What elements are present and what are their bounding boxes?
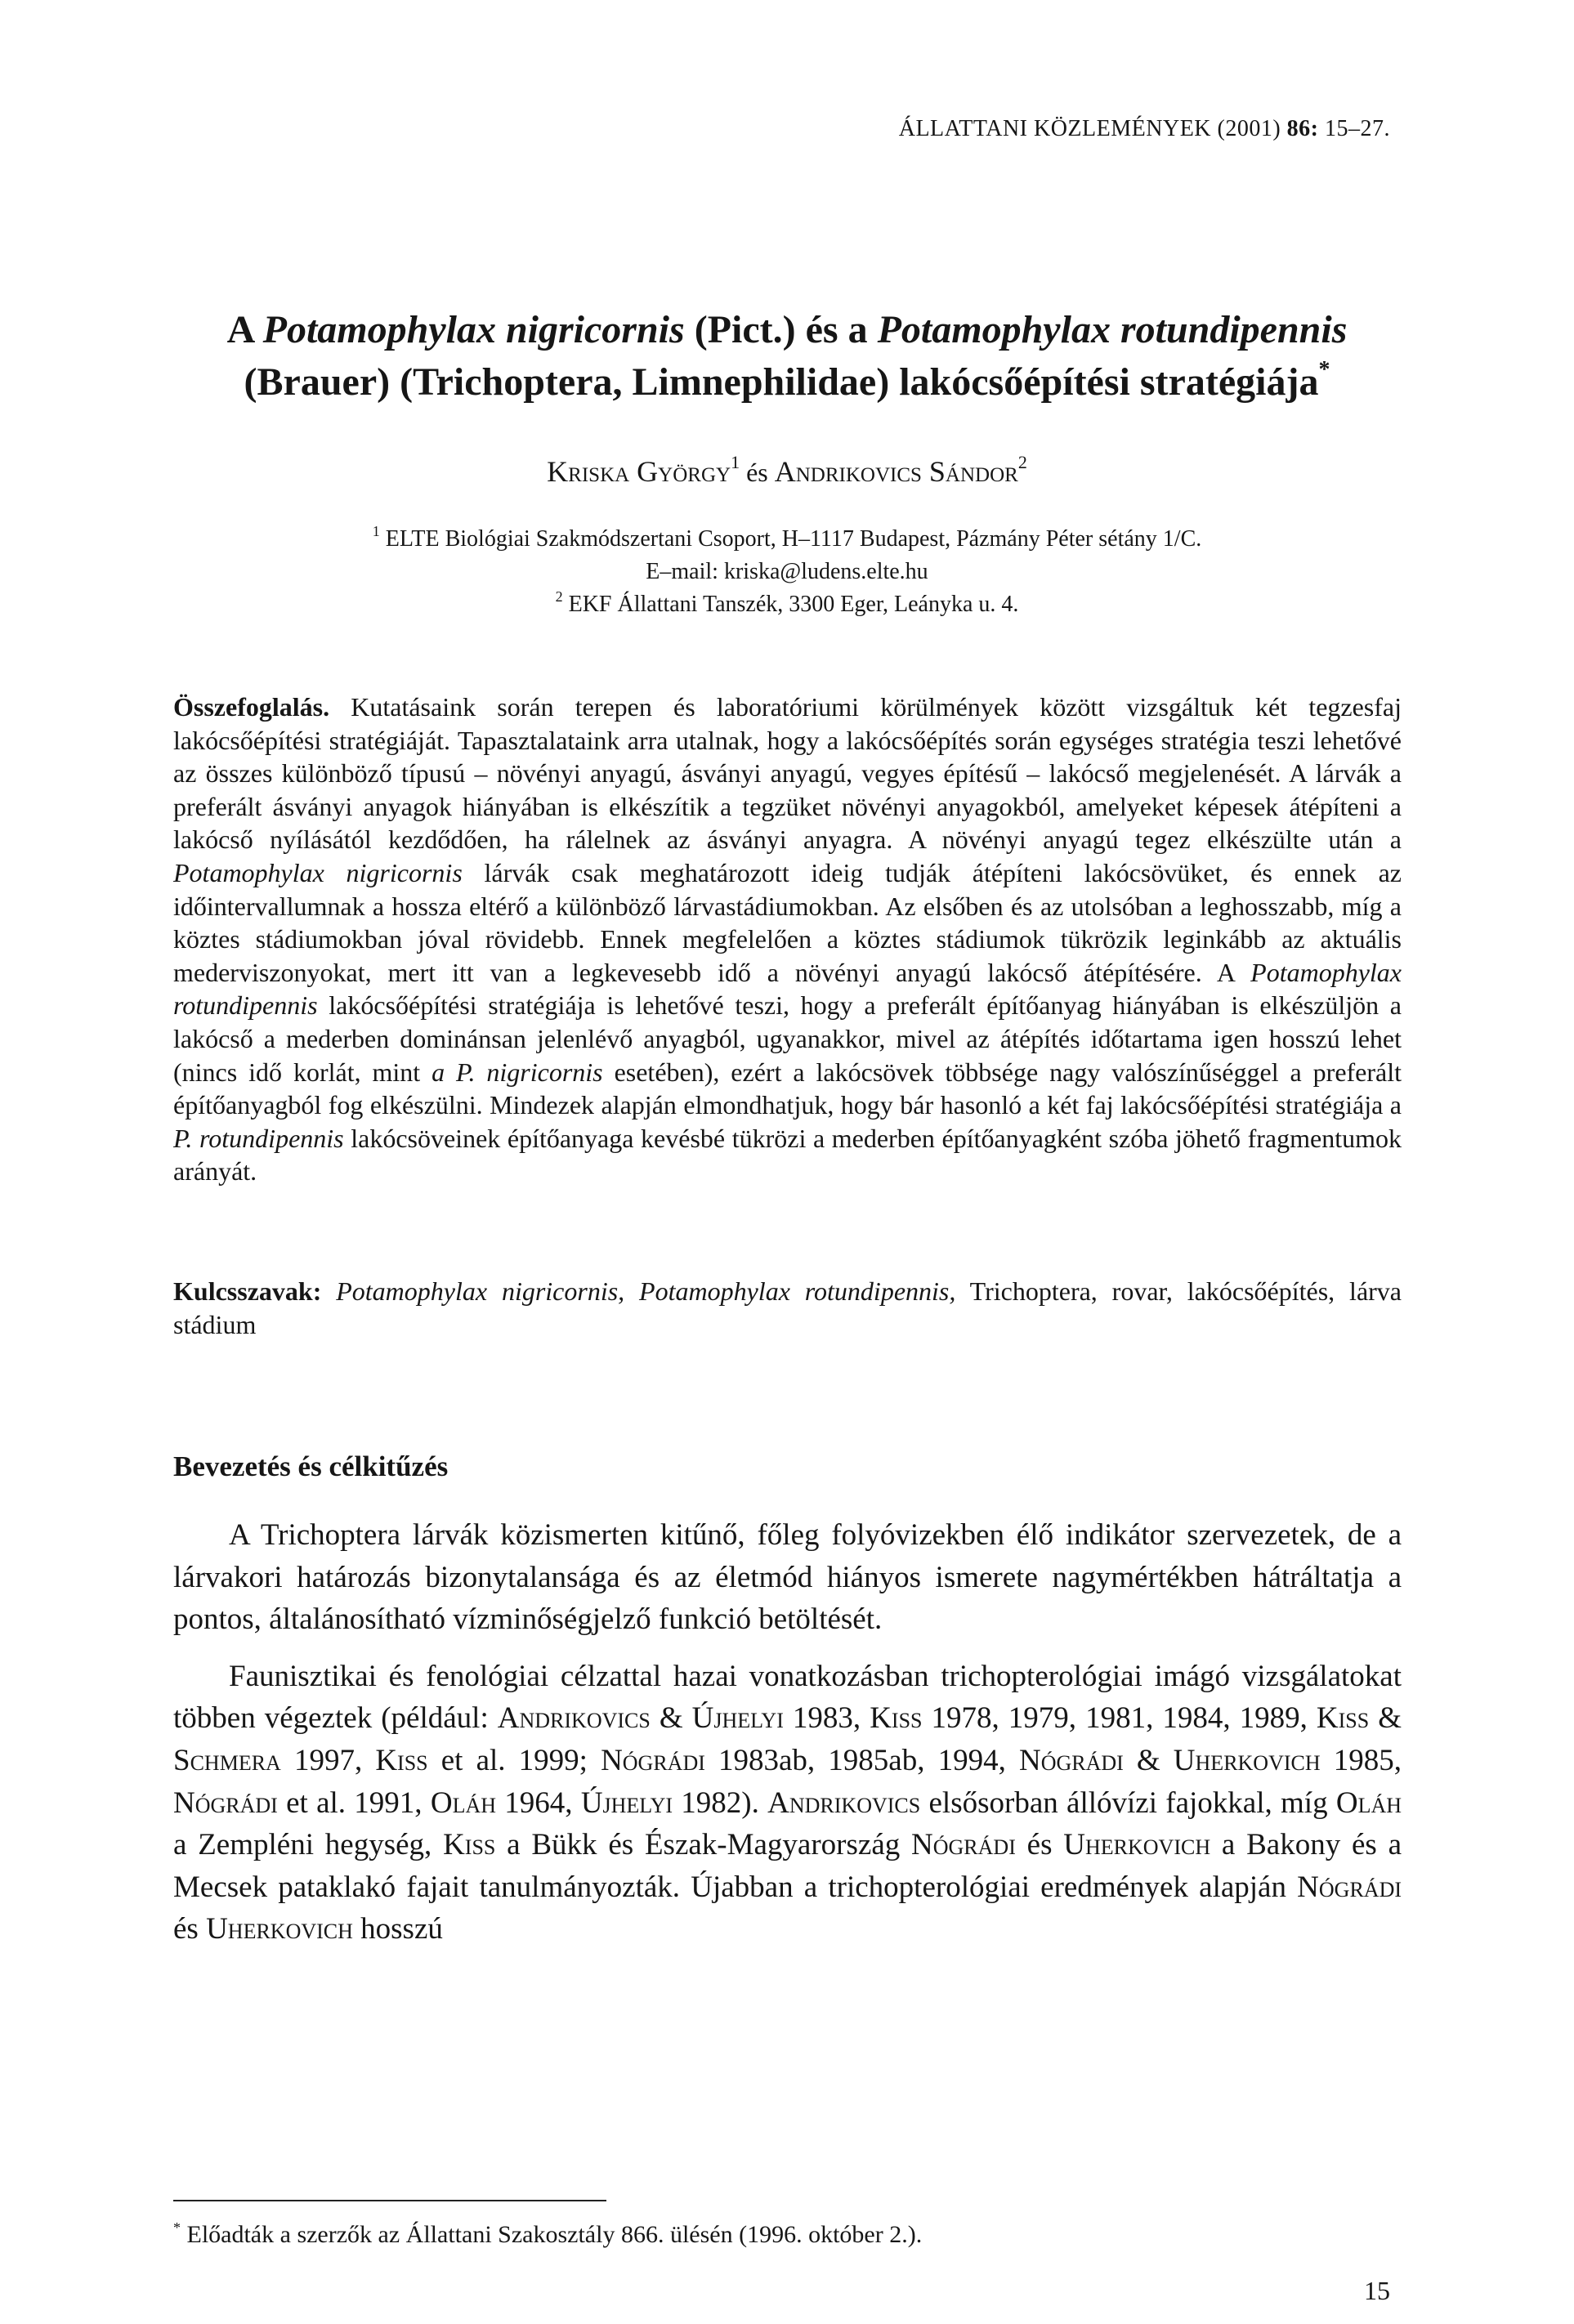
affiliation-ref: 1 bbox=[731, 452, 740, 472]
section-heading: Bevezetés és célkitűzés bbox=[173, 1450, 449, 1482]
keywords-label: Kulcsszavak: bbox=[173, 1276, 322, 1306]
journal-pages: 15–27. bbox=[1318, 116, 1390, 141]
article-title bbox=[114, 304, 1460, 409]
affiliations bbox=[114, 523, 1460, 621]
affiliation-2: $^2$ EKF Állattani Tanszék, 3300 Eger, Leányka u. 4. bbox=[555, 588, 1019, 617]
affiliation-ref: 2 bbox=[1017, 452, 1027, 472]
paragraph: A Trichoptera lárvák közismerten kitűnő, főleg folyóvizekben élő indikátor szervezetek, de a lárvakori határozás bizonytalansága és az életmód hiányos ismerete nagymértékben hátráltatja a pontos, általánosítható vízminőségjelző funkció betöltését. bbox=[173, 1518, 1402, 1637]
paragraph: Faunisztikai és fenológiai célzattal hazai vonatkozásban trichopterológiai imágó vizsgálatokat többen végeztek (például: Andrikovics & Újhelyi 1983, Kiss 1978, 1979, 1981, 1984, 1989, Kiss & Schmera 1997, Kiss et al. 1999; Nógrádi 1983ab, 1985ab, 1994, Nógrádi & Uherkovich 1985, Nógrádi et al. 1991, Oláh 1964, Újhelyi 1982). Andrikovics elsősorban állóvízi fajokkal, míg Oláh a Zempléni hegység, Kiss a Bükk és Észak-Magyarország Nógrádi és Uherkovich a Bakony és a Mecsek pataklakó fajait tanulmányozták. Újabban a trichopterológiai eredmények alapján Nógrádi és Uherkovich hosszú bbox=[173, 1659, 1402, 1946]
abstract: Összefoglalás. Kutatásaink során terepen és laboratóriumi körülmények között vizsgáltuk két tegzesfaj lakócsőépítési stratégiáját. Tapasztalataink arra utalnak, hogy a lakócsőépítés során egységes stratégia teszi lehetővé az összes különböző típusú – növényi anyagú, ásványi anyagú, vegyes építésű – lakócső megjelenését. A lárvák a preferált ásványi anyagok hiányában is elkészítik a tegzüket növényi anyagokból, amelyeket képesek átépíteni a lakócső nyílásától kezdődően, ha rálelnek az ásványi anyagra. A növényi anyagú tegez elkészülte után a Potamophylax nigricornis lárvák csak meghatározott ideig tudják átépíteni lakócsövüket, és ennek az időintervallumnak a hossza eltérő a különböző lárvastádiumokban. Az elsőben és az utolsóban a leghosszabb, míg a köztes stádiumokban jóval rövidebb. Ennek megfelelően a köztes stádiumok tükrözik leginkább az aktuális mederviszonyokat, mert itt van a legkevesebb idő a növényi anyagú lakócső átépítésére. A Potamophylax rotundipennis lakócsőépítési stratégiája is lehetővé teszi, hogy a preferált építőanyag hiányában is elkészüljön a lakócső a mederben dominánsan jelenlévő anyagból, ugyanakkor, mivel az átépítés időtartama igen hosszú lehet (nincs idő korlát, mint a P. nigricornis esetében), ezért a lakócsövek többsége nagy valószínűséggel a preferált építőanyagból fog elkészülni. Mindezek alapján elmondhatjuk, hogy bár hasonló a két faj lakócsőépítési stratégiája a P. rotundipennis lakócsöveinek építőanyaga kevésbé tükrözi a mederben építőanyagként szóba jöhető fragmentumok arányát. bbox=[173, 692, 1402, 1187]
footnote: * Előadták a szerzők az Állattani Szakosztály 866. ülésén (1996. október 2.). bbox=[173, 2219, 923, 2248]
abstract-label: Összefoglalás. bbox=[173, 692, 330, 722]
author-1: Kriska György bbox=[547, 455, 731, 488]
page-number: 15 bbox=[1364, 2276, 1390, 2305]
author-list: Kriska György$^1$ és Andrikovics Sándor$^2$ bbox=[547, 452, 1027, 488]
species-name: Potamophylax rotundipennis bbox=[877, 308, 1348, 351]
running-head bbox=[899, 116, 1390, 142]
journal-name: ÁLLATTANI KÖZLEMÉNYEK (2001) bbox=[898, 116, 1287, 141]
footnote-marker: * bbox=[1318, 357, 1330, 382]
keywords: Kulcsszavak: Potamophylax nigricornis, Potamophylax rotundipennis, Trichoptera, rovar, lakócsőépítés, lárva stádium bbox=[173, 1276, 1402, 1339]
body-text bbox=[173, 1514, 1402, 1951]
footnote-divider bbox=[173, 2200, 606, 2201]
species-name: Potamophylax nigricornis bbox=[262, 308, 685, 351]
title-line-1: A Potamophylax nigricornis (Pict.) és a Potamophylax rotundipennis bbox=[226, 308, 1348, 351]
footnote-marker: * bbox=[173, 2219, 181, 2236]
title-line-2: (Brauer) (Trichoptera, Limnephilidae) lakócsőépítési stratégiája* bbox=[244, 357, 1330, 404]
affiliation-1: $^1$ ELTE Biológiai Szakmódszertani Csoport, H–1117 Budapest, Pázmány Péter sétány 1/C. bbox=[372, 523, 1202, 552]
email-line: E–mail: kriska@ludens.elte.hu bbox=[646, 559, 928, 584]
journal-volume: 86: bbox=[1286, 116, 1319, 141]
author-2: Andrikovics Sándor bbox=[774, 455, 1018, 488]
